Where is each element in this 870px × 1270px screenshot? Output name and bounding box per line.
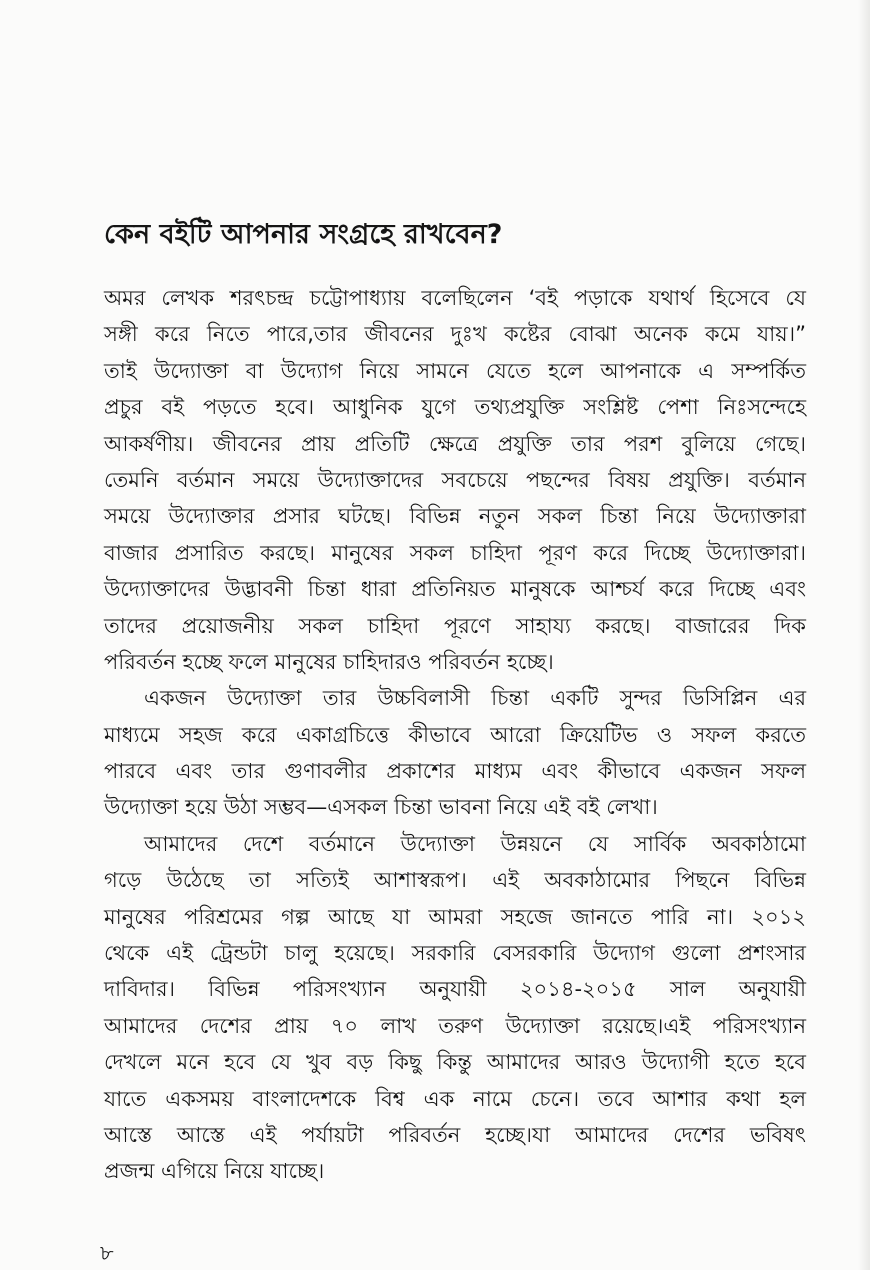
- text-line: অমর লেখক শরৎচন্দ্র চট্টোপাধ্যায় বলেছিলেন ‘বই পড়াকে যথার্থ হিসেবে যে: [104, 286, 806, 310]
- text-line: সঙ্গী করে নিতে পারে,তার জীবনের দুঃখ কষ্টের বোঝা অনেক কমে যায়।”: [104, 322, 806, 347]
- text-line: পরিবর্তন হচ্ছে ফলে মানুষের চাহিদারও পরিবর্তন হচ্ছে।: [104, 649, 554, 674]
- text-line: গড়ে উঠেছে তা সত্যিই আশাস্বরূপ। এই অবকাঠামোর পিছনে বিভিন্ন: [104, 868, 806, 893]
- paragraph-1: [104, 280, 806, 680]
- text-line: থেকে এই ট্রেন্ডটা চালু হয়েছে। সরকারি বেসরকারি উদ্যোগ গুলো প্রশংসার: [104, 941, 806, 966]
- text-line: আস্তে আস্তে এই পর্যায়টা পরিবর্তন হচ্ছে।যা আমাদের দেশের ভবিষৎ: [104, 1122, 806, 1147]
- text-line: প্রজন্ম এগিয়ে নিয়ে যাচ্ছে।: [104, 1159, 325, 1184]
- text-line: আমাদের দেশের প্রায় ৭০ লাখ তরুণ উদ্যোক্তা রয়েছে।এই পরিসংখ্যান: [104, 1013, 806, 1038]
- text-line: আকর্ষণীয়। জীবনের প্রায় প্রতিটি ক্ষেত্রে প্রযুক্তি তার পরশ বুলিয়ে গেছে।: [104, 431, 806, 456]
- body-text: [104, 280, 806, 1190]
- text-line: তেমনি বর্তমান সময়ে উদ্যোক্তাদের সবচেয়ে পছন্দের বিষয় প্রযুক্তি। বর্তমান: [104, 467, 806, 492]
- text-line: আমাদের দেশে বর্তমানে উদ্যোক্তা উন্নয়নে যে সার্বিক অবকাঠামো: [144, 831, 806, 856]
- text-line: প্রচুর বই পড়তে হবে। আধুনিক যুগে তথ্যপ্রযুক্তি সংশ্লিষ্ট পেশা নিঃসন্দেহে: [104, 395, 806, 420]
- page-edge-shadow: [858, 0, 870, 1270]
- text-line: মাধ্যমে সহজ করে একাগ্রচিত্তে কীভাবে আরো ক্রিয়েটিভ ও সফল করতে: [104, 722, 806, 747]
- text-line: মানুষের পরিশ্রমের গল্প আছে যা আমরা সহজে জানতে পারি না। ২০১২: [104, 904, 806, 929]
- text-line: তাদের প্রয়োজনীয় সকল চাহিদা পূরণে সাহায্য করছে। বাজারের দিক: [104, 613, 806, 638]
- paragraph-2: [104, 680, 806, 826]
- text-line: একজন উদ্যোক্তা তার উচ্চবিলাসী চিন্তা একটি সুন্দর ডিসিপ্লিন এর: [144, 686, 806, 711]
- page-number: ৮: [100, 1241, 114, 1265]
- text-line: পারবে এবং তার গুণাবলীর প্রকাশের মাধ্যম এবং কীভাবে একজন সফল: [104, 759, 806, 784]
- text-line: দাবিদার। বিভিন্ন পরিসংখ্যান অনুযায়ী ২০১৪-২০১৫ সাল অনুযায়ী: [104, 977, 806, 1002]
- text-line: সময়ে উদ্যোক্তার প্রসার ঘটছে। বিভিন্ন নতুন সকল চিন্তা নিয়ে উদ্যোক্তারা: [104, 504, 806, 529]
- text-line: দেখলে মনে হবে যে খুব বড় কিছু কিন্তু আমাদের আরও উদ্যোগী হতে হবে: [104, 1050, 806, 1075]
- text-line: যাতে একসময় বাংলাদেশকে বিশ্ব এক নামে চেনে। তবে আশার কথা হল: [104, 1086, 806, 1111]
- text-line: তাই উদ্যোক্তা বা উদ্যোগ নিয়ে সামনে যেতে হলে আপনাকে এ সম্পর্কিত: [104, 358, 806, 383]
- section-heading: কেন বইটি আপনার সংগ্রহে রাখবেন?: [104, 219, 503, 250]
- paragraph-3: [104, 826, 806, 1190]
- text-line: উদ্যোক্তা হয়ে উঠা সম্ভব—এসকল চিন্তা ভাবনা নিয়ে এই বই লেখা।: [104, 795, 658, 820]
- text-line: বাজার প্রসারিত করছে। মানুষের সকল চাহিদা পূরণ করে দিচ্ছে উদ্যোক্তারা।: [104, 540, 806, 565]
- text-line: উদ্যোক্তাদের উদ্ভাবনী চিন্তা ধারা প্রতিনিয়ত মানুষকে আশ্চর্য করে দিচ্ছে এবং: [104, 577, 806, 602]
